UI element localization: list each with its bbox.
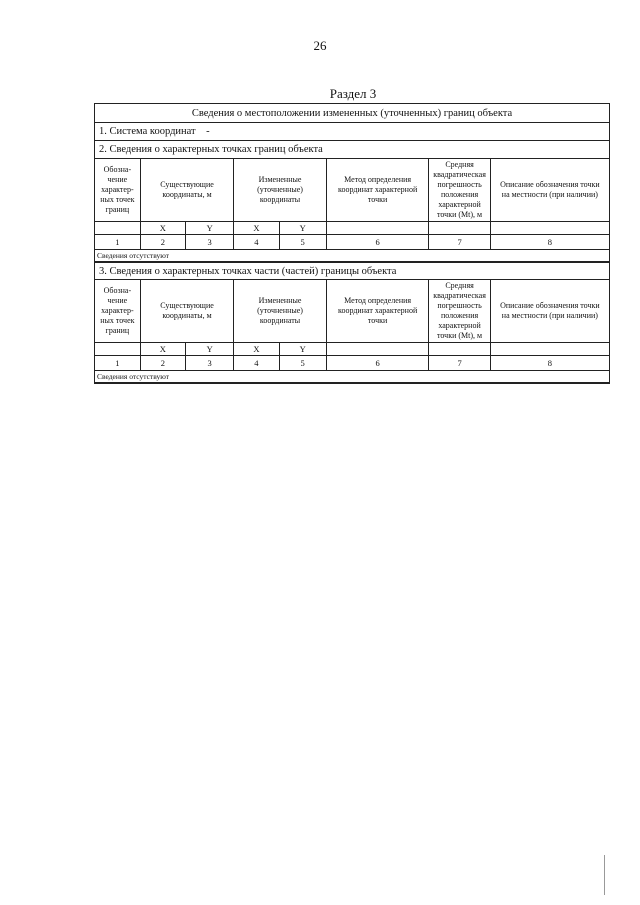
column-number: 4 (234, 235, 279, 250)
scan-crease-line (604, 855, 605, 895)
header-designation: Обозна- чение характер- ных точек границ (95, 280, 140, 343)
block-title: 2. Сведения о характерных точках границ объекта (95, 141, 609, 159)
header-error: Средняя квадратическая погрешность положения характерной точки (Mt), м (429, 159, 490, 222)
xy-blank (490, 343, 609, 356)
xy-blank (429, 222, 490, 235)
coordinate-system-label: 1. Система координат (99, 126, 196, 137)
points-table (95, 280, 609, 383)
column-number: 1 (95, 356, 140, 371)
header-changed-coordinates: Измененные (уточненные) координаты (234, 280, 327, 343)
xy-blank (326, 222, 429, 235)
xy-blank (490, 222, 609, 235)
column-number: 8 (490, 235, 609, 250)
no-data-note: Сведения отсутствуют (95, 250, 609, 262)
column-number: 3 (186, 235, 234, 250)
coordinate-system-row (95, 123, 609, 141)
xy-cell: X (140, 222, 185, 235)
note-row (95, 250, 609, 262)
xy-cell: Y (186, 222, 234, 235)
xy-cell: X (140, 343, 185, 356)
header-description: Описание обозначения точки на местности (при наличии) (490, 280, 609, 343)
xy-blank (95, 222, 140, 235)
column-number: 2 (140, 356, 185, 371)
coordinate-system-value: - (206, 126, 210, 137)
column-number: 5 (279, 356, 326, 371)
header-method: Метод определения координат характерной точки (326, 280, 429, 343)
column-number: 1 (95, 235, 140, 250)
xy-cell: Y (279, 222, 326, 235)
header-description: Описание обозначения точки на местности (при наличии) (490, 159, 609, 222)
column-number: 4 (234, 356, 279, 371)
column-number: 6 (326, 235, 429, 250)
header-designation: Обозна- чение характер- ных точек границ (95, 159, 140, 222)
section-title: Раздел 3 (329, 86, 377, 101)
section-frame (94, 103, 610, 384)
xy-cell: Y (279, 343, 326, 356)
note-row (95, 371, 609, 383)
header-error: Средняя квадратическая погрешность положения характерной точки (Mt), м (429, 280, 490, 343)
header-row (95, 159, 609, 222)
header-method: Метод определения координат характерной точки (326, 159, 429, 222)
column-number: 6 (326, 356, 429, 371)
main-title: Сведения о местоположении измененных (уточненных) границ объекта (95, 104, 609, 123)
column-number-row (95, 356, 609, 371)
header-row (95, 280, 609, 343)
xy-blank (429, 343, 490, 356)
xy-cell: X (234, 222, 279, 235)
page-number: 26 (313, 38, 327, 53)
xy-row (95, 343, 609, 356)
column-number: 3 (186, 356, 234, 371)
xy-cell: Y (186, 343, 234, 356)
column-number: 8 (490, 356, 609, 371)
header-existing-coordinates: Существующие координаты, м (140, 280, 234, 343)
header-existing-coordinates: Существующие координаты, м (140, 159, 234, 222)
column-number: 7 (429, 235, 490, 250)
column-number-row (95, 235, 609, 250)
xy-blank (95, 343, 140, 356)
no-data-note: Сведения отсутствуют (95, 371, 609, 383)
xy-row (95, 222, 609, 235)
column-number: 7 (429, 356, 490, 371)
header-changed-coordinates: Измененные (уточненные) координаты (234, 159, 327, 222)
points-table (95, 159, 609, 262)
block-title: 3. Сведения о характерных точках части (частей) границы объекта (95, 262, 609, 280)
column-number: 5 (279, 235, 326, 250)
xy-cell: X (234, 343, 279, 356)
column-number: 2 (140, 235, 185, 250)
xy-blank (326, 343, 429, 356)
